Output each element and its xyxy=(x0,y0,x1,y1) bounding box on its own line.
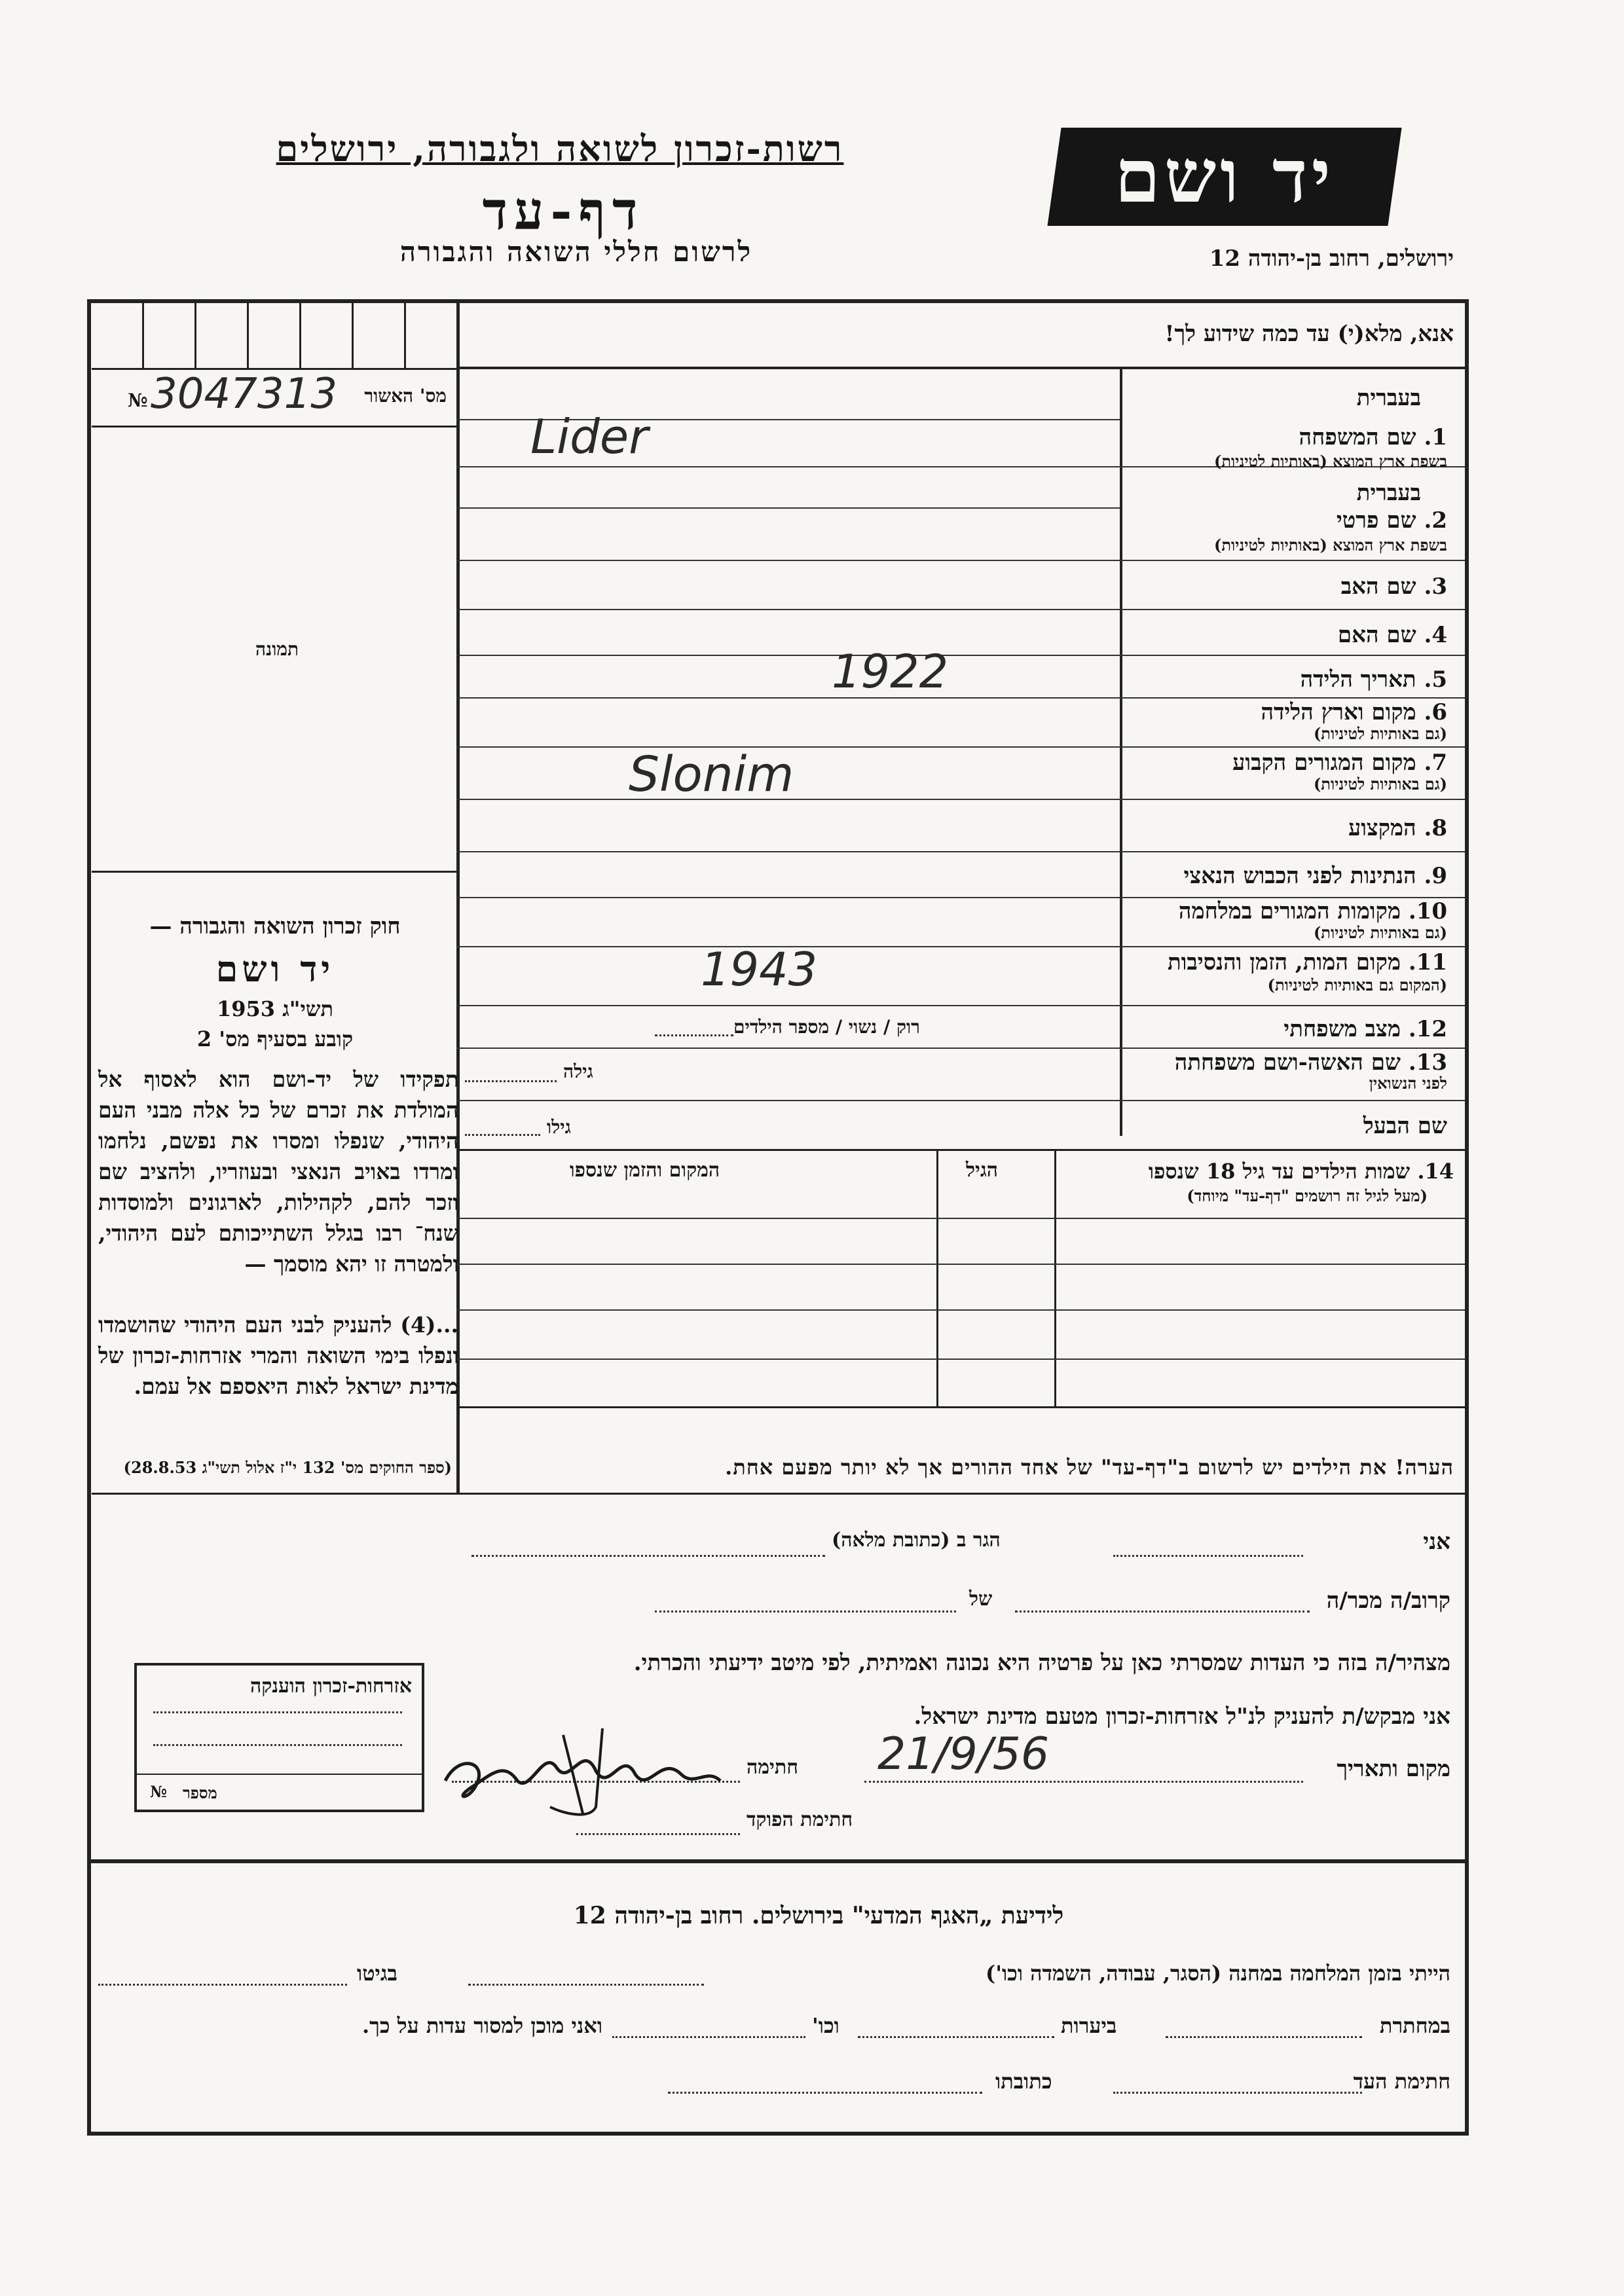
place-date-value: 21/9/56 xyxy=(877,1728,1050,1780)
intro-line: אנא, מלא(י) עד כמה שידוע לך! xyxy=(1164,321,1454,347)
testimony-offer: ואני מוכן למסור עדות על כך. xyxy=(361,2013,602,2038)
signature-mark xyxy=(432,1709,733,1820)
field-7-sublabel: (גם באותיות לטיניות) xyxy=(1313,774,1447,793)
header-address: ירושלים, רחוב בן-יהודה 12 xyxy=(1209,246,1454,272)
logo-text: יד ושם xyxy=(1114,134,1335,219)
law-box-citation: (ספר החוקים מס' 132 י"ז אלול תשי"ג 28.8.53) xyxy=(123,1458,452,1477)
field-12-label: 12. מצב משפחתי xyxy=(1283,1016,1447,1042)
law-box-name: יד ושם xyxy=(215,948,335,990)
label-column-divider xyxy=(1120,367,1122,1136)
children-table-subtitle: (מעל לגיל זה רושמים "דף-עד" מיוחד) xyxy=(1187,1186,1428,1205)
field-13-sublabel: לפני הנשואין xyxy=(1369,1074,1447,1093)
field-1-hebrew-tag: בעברית xyxy=(1356,385,1421,411)
field-10-label: 10. מקומות המגורים במלחמה xyxy=(1178,898,1447,924)
field-10-sublabel: (גם באותיות לטיניות) xyxy=(1313,923,1447,942)
of-label: של xyxy=(969,1588,993,1611)
field-4-label: 4. שם האם xyxy=(1337,622,1447,648)
law-box-body: תפקידו של יד-ושם הוא לאסוף אל המולדת את זכרם של כל אלה מבני העם היהודי, שנפלו ומסרו את נפשם, נלחמו ומרדו באויב הנאצי ובעוזריו, ולהציב שם וזכר להם, לקהילות, לארגונים ולמוסדות שנח־ רבו בגלל השתייכותם לעם היהודי, ולמטרה זו יהא מוסמך — xyxy=(98,1066,458,1277)
declarant-ani-label: אני xyxy=(1423,1529,1450,1555)
citizenship-box-title: אזרחות-זכרון הוענקה xyxy=(249,1675,412,1698)
field-6-label: 6. מקום וארץ הלידה xyxy=(1261,699,1447,725)
reference-grid xyxy=(92,302,456,370)
field-7-label: 7. מקום המגורים הקבוע xyxy=(1232,750,1447,776)
field-8-label: 8. המקצוע xyxy=(1348,815,1447,841)
declarant-address-label: הגר ב (כתובת מלאה) xyxy=(832,1529,1001,1552)
witness-address-label: כתובתו xyxy=(995,2069,1052,2094)
place-date-label: מקום ותאריך xyxy=(1337,1756,1450,1782)
logo xyxy=(1047,128,1401,226)
children-col-age: הגיל xyxy=(966,1159,999,1182)
law-box-year: תשי"ג 1953 xyxy=(217,996,333,1021)
official-signature-label: חתימת הפוקד xyxy=(747,1808,853,1831)
forests-label: ביערות xyxy=(1061,2013,1117,2038)
form-subtitle: לרשום חללי השואה והגבורה xyxy=(399,236,753,268)
field-5-value: 1922 xyxy=(832,645,949,699)
husband-age-label: גילו xyxy=(547,1116,571,1138)
registration-row: מס' האשור 3047313 № xyxy=(128,370,447,418)
underground-label: במחתרת xyxy=(1379,2013,1450,2038)
children-col-place: המקום והזמן שנספו xyxy=(570,1159,720,1182)
field-2-sublabel: בשפת ארץ המוצא (באותיות לטיניות) xyxy=(1214,536,1447,555)
wife-age-label: גילה xyxy=(563,1061,593,1082)
bottom-line1: הייתי בזמן המלחמה במחנה (הסגר, עבודה, השמדה וכו') xyxy=(986,1961,1450,1986)
field-1-sublabel: בשפת ארץ המוצא (באותיות לטיניות) xyxy=(1214,452,1447,471)
form-title: דף-עד xyxy=(482,180,644,242)
field-1-value-latin: Lider xyxy=(530,409,648,464)
bottom-heading: לידיעת „האגף המדעי" בירושלים. רחוב בן-יהודה 12 xyxy=(573,1902,1064,1929)
citizenship-box xyxy=(134,1663,424,1812)
declaration-text: מצהיר/ה בזה כי העדות שמסרתי כאן על פרטיה היא נכונה ואמיתית, לפי מיטב ידיעתי והכרתי. xyxy=(633,1650,1450,1676)
field-2-hebrew-tag: בעברית xyxy=(1356,480,1421,506)
field-5-label: 5. תאריך הלידה xyxy=(1300,666,1447,693)
authority-name: רשות-זכרון לשואה ולגבורה, ירושלים xyxy=(276,128,844,170)
field-7-value: Slonim xyxy=(629,746,794,803)
citizenship-box-number-label: מספר xyxy=(183,1783,217,1802)
registration-number: 3047313 xyxy=(151,370,338,418)
law-box-item4: ...(4) להעניק לבני העם היהודי שהושמדו ונפלו בימי השואה והמרי אזרחות-זכרון של מדינת ישראל לאות היאספם אל עמם. xyxy=(98,1312,458,1399)
husband-name-label: שם הבעל xyxy=(1363,1113,1447,1139)
law-box-title: חוק זכרון השואה והגבורה — xyxy=(149,913,401,939)
signature-label: חתימה xyxy=(747,1756,798,1779)
marital-status-options: רוק / נשוי / מספר הילדים xyxy=(733,1016,920,1038)
field-11-sublabel: (המקום גם באותיות לטיניות) xyxy=(1267,975,1447,994)
registration-number-label: מס' האשור xyxy=(364,385,447,407)
ghetto-label: בגיטו xyxy=(357,1961,397,1986)
children-table-title: 14. שמות הילדים עד גיל 18 שנספו xyxy=(1148,1159,1454,1184)
field-13-label: 13. שם האשה-ושם משפחתה xyxy=(1174,1049,1447,1076)
law-box-clause: קובע בסעיף מס' 2 xyxy=(196,1027,354,1051)
field-11-label: 11. מקום המות, הזמן והנסיבות xyxy=(1167,949,1447,975)
photo-label: תמונה xyxy=(255,638,299,660)
children-note: הערה! את הילדים יש לרשום ב"דף-עד" של אחד ההורים אך לא יותר מפעם אחת. xyxy=(725,1455,1454,1480)
field-1-label: 1. שם המשפחה xyxy=(1299,424,1447,450)
witness-signature-label: חתימת העד xyxy=(1353,2069,1450,2094)
field-9-label: 9. הנתינות לפני הכבוש הנאצי xyxy=(1183,863,1447,889)
citizenship-box-no-label: № xyxy=(150,1782,168,1801)
field-11-value: 1943 xyxy=(701,943,818,996)
relative-label: קרוב/ה מכר/ה xyxy=(1326,1588,1450,1614)
field-6-sublabel: (גם באותיות לטיניות) xyxy=(1313,724,1447,743)
field-3-label: 3. שם האב xyxy=(1340,574,1447,600)
request-text: אני מבקש/ת להעניק לנ"ל אזרחות-זכרון מטעם מדינת ישראל. xyxy=(913,1704,1450,1730)
field-2-label: 2. שם פרטי xyxy=(1336,507,1447,534)
etc-label: וכו' xyxy=(812,2013,840,2038)
